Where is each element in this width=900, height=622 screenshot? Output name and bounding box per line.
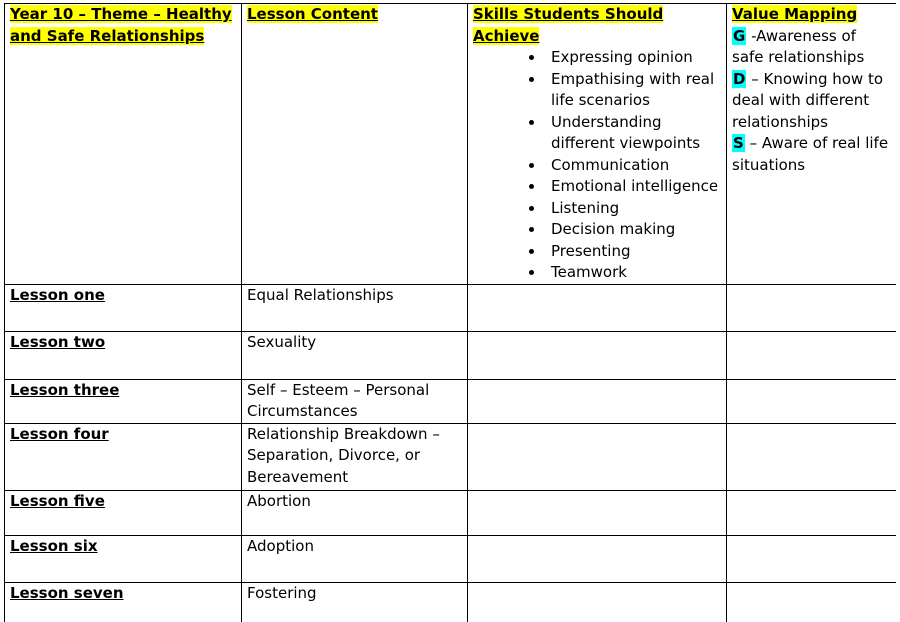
lesson-values-cell: [727, 423, 897, 490]
lesson-row: [5, 331, 897, 379]
lesson-values-cell: [727, 331, 897, 379]
lesson-name: Lesson one: [10, 285, 105, 304]
lesson-values-cell: [727, 379, 897, 423]
lesson-name: Lesson four: [10, 424, 109, 443]
lesson-name: Lesson two: [10, 332, 106, 351]
lesson-name: Lesson three: [10, 380, 120, 399]
value-mapping-list: [732, 26, 891, 177]
values-cell: [727, 4, 897, 285]
skill-item: • Teamwork: [545, 262, 721, 284]
lesson-content: Abortion: [242, 490, 468, 535]
value-code: G: [733, 26, 746, 45]
skill-item: • Emotional intelligence: [545, 176, 721, 198]
lesson-row: [5, 379, 897, 423]
lesson-name: Lesson six: [10, 536, 98, 555]
lesson-skills-cell: [468, 582, 727, 622]
lesson-values-cell: [727, 284, 897, 331]
content-heading-cell: [242, 4, 468, 285]
value-entry: [732, 69, 891, 134]
lesson-name: Lesson seven: [10, 583, 124, 602]
lesson-skills-cell: [468, 535, 727, 582]
lesson-content: Sexuality: [242, 331, 468, 379]
lesson-row: [5, 284, 897, 331]
lesson-content: Equal Relationships: [242, 284, 468, 331]
value-code: S: [733, 134, 744, 152]
theme-heading: Year 10 – Theme – Healthy and Safe Relationships: [10, 5, 232, 45]
value-text: -Awareness of safe relationships: [732, 26, 865, 66]
lesson-row: [5, 535, 897, 582]
lesson-plan-table: [4, 3, 896, 622]
lesson-skills-cell: [468, 423, 727, 490]
lesson-row: [5, 582, 897, 622]
lesson-skills-cell: [468, 284, 727, 331]
skill-item: • Understanding different viewpoints: [545, 112, 721, 155]
skill-item: • Expressing opinion: [545, 47, 721, 69]
skills-heading: Skills Students Should Achieve: [473, 5, 664, 45]
skill-item: • Communication: [545, 155, 721, 177]
lesson-content: Self – Esteem – Personal Circumstances: [242, 379, 468, 423]
skills-cell: [468, 4, 727, 285]
lesson-content: Fostering: [242, 582, 468, 622]
value-text: – Aware of real life situations: [732, 134, 889, 174]
lesson-values-cell: [727, 535, 897, 582]
document-page: [4, 3, 896, 622]
lesson-name: Lesson five: [10, 491, 105, 510]
lesson-values-cell: [727, 582, 897, 622]
theme-cell: [5, 4, 242, 285]
lesson-skills-cell: [468, 331, 727, 379]
lesson-content: Relationship Breakdown – Separation, Divorce, or Bereavement: [242, 423, 468, 490]
lesson-row: [5, 423, 897, 490]
skill-item: • Empathising with real life scenarios: [545, 69, 721, 112]
lesson-values-cell: [727, 490, 897, 535]
lesson-skills-cell: [468, 379, 727, 423]
skill-item: • Listening: [545, 198, 721, 220]
lesson-content-heading: Lesson Content: [247, 5, 378, 23]
skill-item: • Decision making: [545, 219, 721, 241]
lesson-row: [5, 490, 897, 535]
value-code: D: [733, 69, 746, 88]
header-row: [5, 4, 897, 285]
value-entry: [732, 133, 891, 176]
lesson-skills-cell: [468, 490, 727, 535]
skills-list: [473, 47, 721, 284]
value-mapping-heading: Value Mapping: [732, 5, 858, 23]
value-entry: [732, 26, 891, 69]
value-text: – Knowing how to deal with different relationships: [732, 69, 884, 131]
lesson-content: Adoption: [242, 535, 468, 582]
skill-item: • Presenting: [545, 241, 721, 263]
